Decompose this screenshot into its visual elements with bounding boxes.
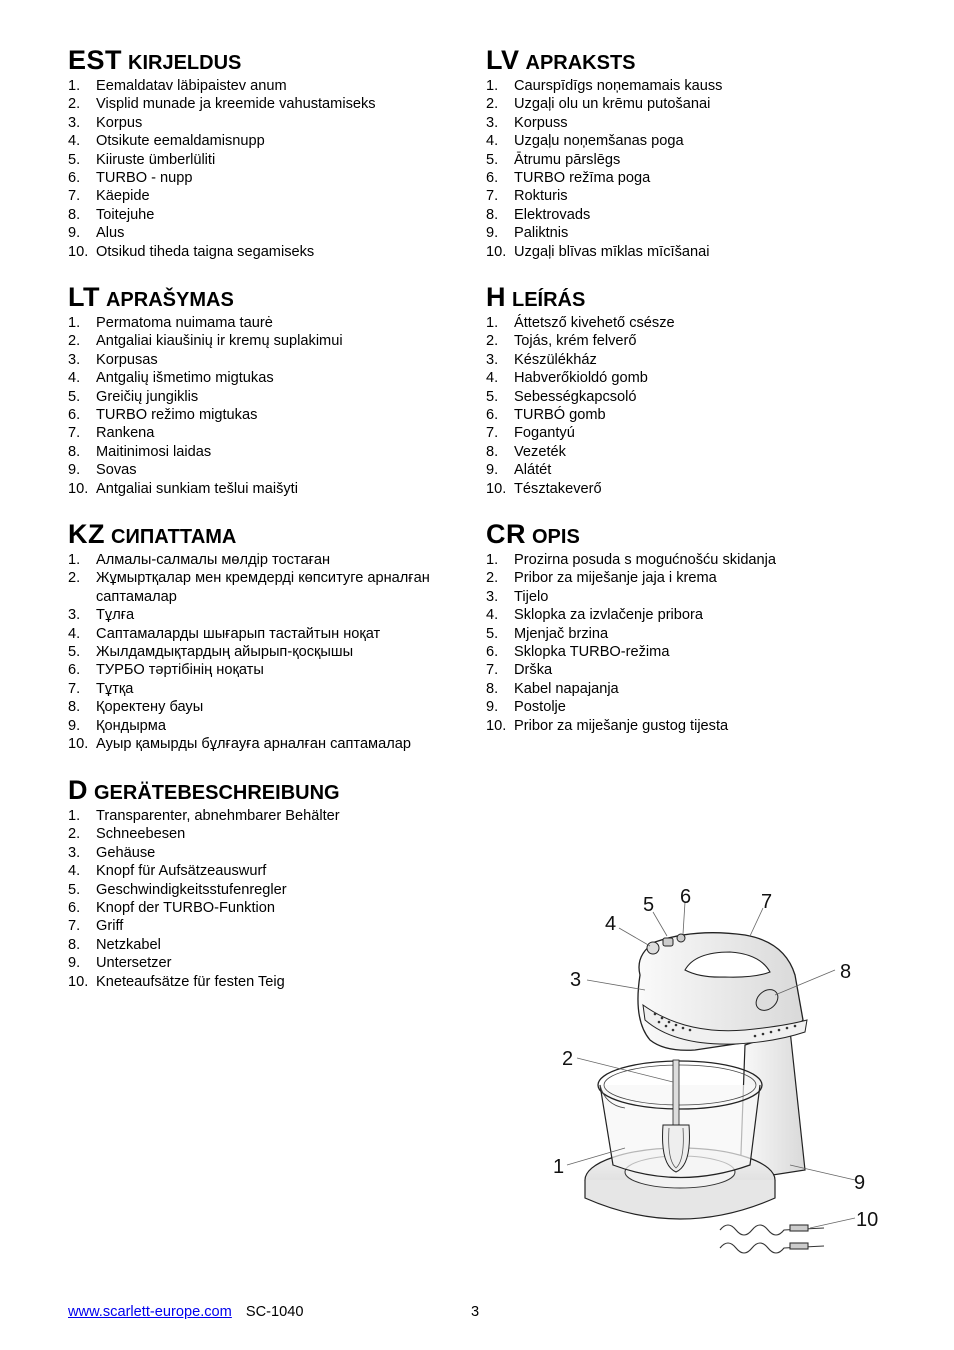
callout-4: 4 — [605, 913, 617, 935]
item-number: 9. — [68, 955, 81, 972]
item-number: 7. — [486, 662, 499, 679]
section-code: H — [486, 282, 506, 312]
list-item — [68, 314, 468, 332]
list-item — [68, 643, 468, 661]
item-text: Korpusas — [96, 351, 158, 368]
item-number: 6. — [68, 170, 81, 187]
item-text: Griff — [96, 918, 124, 935]
section-kz — [68, 520, 468, 753]
item-number: 7. — [68, 918, 81, 935]
footer — [68, 1303, 303, 1321]
item-number: 10. — [486, 480, 507, 497]
item-number: 2. — [486, 96, 499, 113]
list-item — [486, 424, 886, 442]
item-text: Alus — [96, 225, 125, 242]
section-h — [486, 283, 886, 498]
item-text: Ауыр қамырды бұлғауға арналған саптамалар — [96, 736, 411, 753]
section-heading — [486, 520, 886, 548]
list-item — [486, 314, 886, 332]
website-link[interactable]: www.scarlett-europe.com — [68, 1304, 232, 1320]
section-lv — [486, 46, 886, 261]
list-item — [68, 443, 468, 461]
list-item — [68, 698, 468, 716]
item-text: Uzgaļi olu un krēmu putošanai — [514, 96, 711, 113]
item-text: Korpuss — [514, 114, 568, 131]
item-text: Жылдамдықтардың айырып-қосқышы — [96, 644, 354, 661]
item-text: Geschwindigkeitsstufenregler — [96, 881, 287, 898]
item-text: Fogantyú — [514, 425, 575, 442]
item-text: Postolje — [514, 699, 566, 716]
item-number: 1. — [68, 315, 81, 331]
list-item — [68, 825, 468, 843]
section-code: LV — [486, 45, 520, 75]
list-item — [486, 114, 886, 132]
item-number: 4. — [486, 133, 499, 150]
item-number: 6. — [486, 644, 499, 661]
item-number: 9. — [486, 699, 499, 716]
list-item — [68, 936, 468, 954]
list-item — [486, 224, 886, 242]
item-number: 1. — [486, 552, 499, 568]
mixer-drawing — [545, 880, 890, 1260]
item-number: 9. — [486, 225, 499, 242]
item-text: TURBO režīma poga — [514, 170, 651, 187]
item-text: Alátét — [514, 462, 552, 479]
item-number: 2. — [486, 570, 499, 587]
item-text: Käepide — [96, 188, 150, 205]
list-item — [68, 917, 468, 935]
item-text: Тұлға — [96, 607, 135, 624]
item-number: 8. — [68, 699, 81, 716]
item-text: Antgaliai kiaušinių ir kremų suplakimui — [96, 333, 343, 350]
item-text: Gehäuse — [96, 844, 156, 861]
item-text: Otsikud tiheda taigna segamiseks — [96, 243, 315, 260]
list-item — [68, 680, 468, 698]
item-number: 8. — [486, 443, 499, 460]
item-text: Elektrovads — [514, 206, 591, 223]
item-number: 9. — [486, 462, 499, 479]
list-item — [486, 132, 886, 150]
list-item — [486, 680, 886, 698]
item-number: 4. — [68, 863, 81, 880]
item-number: 6. — [486, 407, 499, 424]
section-heading — [68, 520, 468, 548]
item-number: 7. — [68, 188, 81, 205]
list-item — [486, 332, 886, 350]
item-number: 1. — [486, 315, 499, 331]
list-item — [486, 151, 886, 169]
item-number: 7. — [486, 425, 499, 442]
item-text: Habverőkioldó gomb — [514, 370, 648, 387]
item-text: Rankena — [96, 425, 155, 442]
list-item — [68, 132, 468, 150]
list-item — [486, 243, 886, 261]
item-number: 5. — [486, 151, 499, 168]
item-number: 2. — [68, 96, 81, 113]
item-number: 10. — [68, 736, 89, 753]
item-number: 10. — [68, 480, 89, 497]
item-text: Rokturis — [514, 188, 568, 205]
eject-button — [647, 942, 659, 954]
item-text: Permatoma nuimama taurė — [96, 315, 273, 331]
item-text: Knopf für Aufsätzeauswurf — [96, 863, 267, 880]
callout-9: 9 — [854, 1172, 866, 1194]
list-item — [68, 169, 468, 187]
item-number: 7. — [486, 188, 499, 205]
parts-list — [486, 77, 886, 261]
section-cr — [486, 520, 886, 735]
item-text: Maitinimosi laidas — [96, 443, 212, 460]
section-heading — [486, 46, 886, 74]
item-text: Mjenjač brzina — [514, 625, 609, 642]
list-item — [486, 625, 886, 643]
list-item — [486, 569, 886, 587]
list-item — [68, 881, 468, 899]
callout-6: 6 — [680, 886, 692, 908]
list-item — [68, 807, 468, 825]
list-item — [68, 862, 468, 880]
item-number: 2. — [68, 333, 81, 350]
list-item — [486, 369, 886, 387]
callout-3: 3 — [570, 969, 582, 991]
item-number: 3. — [486, 114, 499, 131]
list-item — [68, 551, 468, 569]
list-item — [68, 844, 468, 862]
item-text: Caurspīdīgs noņemamais kauss — [514, 78, 723, 94]
list-item — [68, 187, 468, 205]
item-number: 1. — [68, 808, 81, 824]
item-number: 6. — [68, 900, 81, 917]
item-number: 8. — [68, 443, 81, 460]
item-number: 2. — [68, 570, 81, 587]
item-text: TURBO - nupp — [96, 170, 193, 187]
item-text: Korpus — [96, 114, 143, 131]
item-number: 9. — [68, 717, 81, 734]
list-item — [68, 206, 468, 224]
list-item — [486, 698, 886, 716]
item-number: 3. — [486, 588, 499, 605]
item-text: Алмалы-салмалы мөлдір тостаған — [96, 552, 331, 568]
list-item — [486, 187, 886, 205]
item-number: 1. — [486, 78, 499, 94]
item-number: 4. — [68, 370, 81, 387]
item-text: Drška — [514, 662, 553, 679]
item-number: 7. — [68, 680, 81, 697]
item-text: Pribor za miješanje jaja i krema — [514, 570, 717, 587]
section-d — [68, 776, 468, 991]
item-text: Kiiruste ümberlüliti — [96, 151, 216, 168]
list-item — [68, 735, 468, 753]
list-item — [486, 643, 886, 661]
item-text: Қондырма — [96, 717, 166, 734]
item-text: Sklopka za izvlačenje pribora — [514, 607, 704, 624]
item-number: 6. — [486, 170, 499, 187]
list-item — [68, 406, 468, 424]
item-number: 1. — [68, 552, 81, 568]
callout-10: 10 — [856, 1209, 879, 1231]
list-item — [68, 569, 468, 606]
item-text: TURBO režimo migtukas — [96, 407, 258, 424]
item-text: Paliktnis — [514, 225, 569, 242]
item-number: 5. — [486, 625, 499, 642]
item-number: 4. — [68, 625, 81, 642]
parts-list — [486, 314, 886, 498]
item-number: 10. — [486, 243, 507, 260]
item-text: Knopf der TURBO-Funktion — [96, 900, 275, 917]
list-item — [68, 351, 468, 369]
item-text: Netzkabel — [96, 936, 161, 953]
item-number: 2. — [68, 826, 81, 843]
item-number: 3. — [68, 844, 81, 861]
item-text: Toitejuhe — [96, 206, 155, 223]
item-number: 8. — [68, 206, 81, 223]
item-text: Тұтқа — [96, 680, 134, 697]
item-text: Pribor za miješanje gustog tijesta — [514, 717, 729, 734]
section-title: APRAŠYMAS — [105, 289, 234, 311]
section-code: LT — [68, 282, 100, 312]
callout-7: 7 — [761, 891, 773, 913]
item-number: 4. — [486, 370, 499, 387]
callout-1: 1 — [553, 1156, 565, 1178]
list-item — [486, 388, 886, 406]
section-heading — [486, 283, 886, 311]
item-text: Schneebesen — [96, 826, 186, 843]
parts-list — [486, 551, 886, 735]
item-text: Áttetsző kivehető csésze — [514, 315, 675, 331]
list-item — [68, 424, 468, 442]
parts-list — [68, 77, 468, 261]
list-item — [68, 224, 468, 242]
item-number: 10. — [68, 973, 89, 990]
dough-hooks — [720, 1225, 824, 1253]
section-title: LEÍRÁS — [512, 289, 586, 311]
list-item — [68, 77, 468, 95]
list-item — [486, 717, 886, 735]
item-text: Greičių jungiklis — [96, 388, 199, 405]
item-text: Transparenter, abnehmbarer Behälter — [96, 808, 340, 824]
item-number: 5. — [68, 881, 81, 898]
turbo-button — [677, 934, 685, 942]
list-item — [68, 95, 468, 113]
list-item — [486, 77, 886, 95]
list-item — [486, 95, 886, 113]
list-item — [68, 151, 468, 169]
list-item — [486, 461, 886, 479]
item-number: 6. — [68, 407, 81, 424]
item-text: Vezeték — [514, 443, 566, 460]
section-title: СИПАТТАМА — [111, 526, 237, 548]
item-text: Otsikute eemaldamisnupp — [96, 133, 265, 150]
list-item — [68, 388, 468, 406]
item-text: Antgalių išmetimo migtukas — [96, 370, 274, 387]
section-title: KIRJELDUS — [128, 52, 242, 74]
list-item — [68, 973, 468, 991]
item-text: Prozirna posuda s mogućnošću skidanja — [514, 552, 777, 568]
item-text: Sklopka TURBO-režima — [514, 644, 670, 661]
list-item — [68, 661, 468, 679]
item-number: 3. — [486, 351, 499, 368]
item-number: 3. — [68, 351, 81, 368]
section-heading — [68, 46, 468, 74]
speed-switch — [663, 938, 673, 946]
item-number: 5. — [68, 644, 81, 661]
item-number: 5. — [68, 388, 81, 405]
item-text: Kneteaufsätze für festen Teig — [96, 973, 285, 990]
section-lt — [68, 283, 468, 498]
list-item — [486, 588, 886, 606]
item-number: 8. — [68, 936, 81, 953]
list-item — [68, 114, 468, 132]
list-item — [486, 443, 886, 461]
list-item — [486, 661, 886, 679]
item-text: Kabel napajanja — [514, 680, 619, 697]
list-item — [486, 206, 886, 224]
section-heading — [68, 283, 468, 311]
item-text: Tésztakeverő — [514, 480, 602, 497]
section-title: GERÄTEBESCHREIBUNG — [94, 782, 340, 804]
section-title: OPIS — [532, 526, 580, 548]
item-number: 5. — [68, 151, 81, 168]
item-text: Tijelo — [514, 588, 549, 605]
list-item — [486, 551, 886, 569]
list-item — [68, 461, 468, 479]
section-code: EST — [68, 45, 123, 75]
section-heading — [68, 776, 468, 804]
callout-5: 5 — [643, 894, 655, 916]
parts-list — [68, 807, 468, 991]
list-item — [68, 954, 468, 972]
list-item — [68, 606, 468, 624]
section-est — [68, 46, 468, 261]
item-text: Саптамаларды шығарып тастайтын ноқат — [96, 625, 381, 642]
section-code: D — [68, 775, 88, 805]
item-number: 10. — [486, 717, 507, 734]
item-text: Жұмыртқалар мен кремдерді көпситуге арналған саптамалар — [96, 570, 430, 605]
item-number: 1. — [68, 78, 81, 94]
item-text: Eemaldatav läbipaistev anum — [96, 78, 287, 94]
item-number: 8. — [486, 680, 499, 697]
section-title: APRAKSTS — [525, 52, 636, 74]
list-item — [486, 480, 886, 498]
callout-8: 8 — [840, 961, 852, 983]
section-code: KZ — [68, 519, 105, 549]
list-item — [68, 243, 468, 261]
item-number: 2. — [486, 333, 499, 350]
model-number: SC-1040 — [245, 1304, 304, 1320]
item-number: 9. — [68, 225, 81, 242]
section-code: CR — [486, 519, 526, 549]
item-number: 4. — [486, 607, 499, 624]
list-item — [68, 480, 468, 498]
item-number: 10. — [68, 243, 89, 260]
item-text: Tojás, krém felverő — [514, 333, 637, 350]
item-number: 6. — [68, 662, 81, 679]
item-text: Қоректену бауы — [96, 699, 204, 716]
parts-list — [68, 551, 468, 753]
item-text: ТУРБО тәртібінің ноқаты — [96, 662, 264, 679]
parts-list — [68, 314, 468, 498]
item-text: Uzgaļi blīvas mīklas mīcīšanai — [514, 243, 710, 260]
item-text: Sebességkapcsoló — [514, 388, 637, 405]
callout-2: 2 — [562, 1048, 574, 1070]
mixer-illustration — [545, 880, 890, 1260]
list-item — [486, 406, 886, 424]
item-number: 9. — [68, 462, 81, 479]
item-text: Sovas — [96, 462, 137, 479]
list-item — [68, 717, 468, 735]
item-text: Visplid munade ja kreemide vahustamiseks — [96, 96, 376, 113]
list-item — [68, 369, 468, 387]
item-text: Készülékház — [514, 351, 597, 368]
item-number: 3. — [68, 607, 81, 624]
list-item — [68, 332, 468, 350]
list-item — [68, 899, 468, 917]
beater-shaft — [673, 1060, 679, 1130]
page-number: 3 — [471, 1304, 480, 1320]
item-number: 8. — [486, 206, 499, 223]
item-text: Ātrumu pārslēgs — [514, 151, 621, 168]
list-item — [486, 351, 886, 369]
item-number: 7. — [68, 425, 81, 442]
item-number: 5. — [486, 388, 499, 405]
list-item — [68, 625, 468, 643]
list-item — [486, 169, 886, 187]
item-text: Untersetzer — [96, 955, 172, 972]
item-text: TURBÓ gomb — [514, 407, 606, 424]
item-number: 4. — [68, 133, 81, 150]
item-text: Antgaliai sunkiam tešlui maišyti — [96, 480, 298, 497]
item-number: 3. — [68, 114, 81, 131]
item-text: Uzgaļu noņemšanas poga — [514, 133, 684, 150]
list-item — [486, 606, 886, 624]
